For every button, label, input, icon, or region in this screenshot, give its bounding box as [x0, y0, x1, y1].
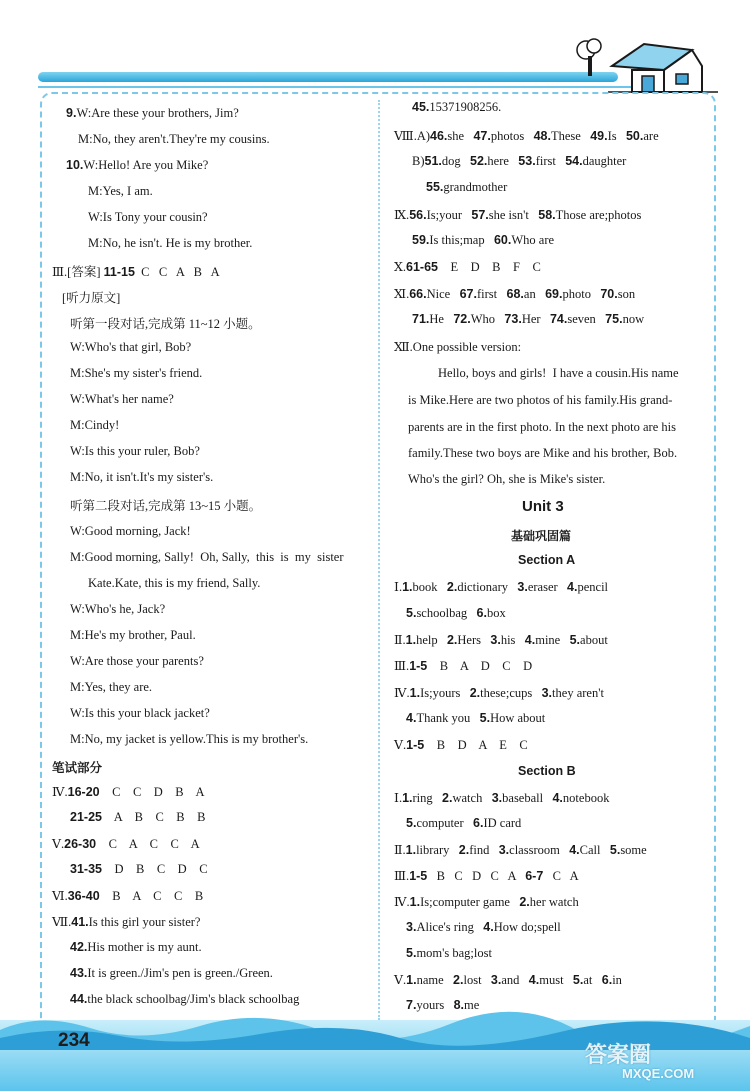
- text-segment: Ⅺ.: [394, 287, 410, 301]
- left-line: [88, 576, 260, 591]
- right-line: [394, 737, 528, 753]
- text-segment: ID card: [483, 816, 522, 830]
- left-line: [70, 966, 273, 981]
- text-segment: 1-5: [409, 659, 428, 673]
- text-segment: are: [643, 129, 659, 143]
- right-line: [522, 498, 564, 516]
- right-line: [394, 632, 608, 648]
- text-segment: Is this girl your sister?: [88, 915, 201, 929]
- text-segment: these;cups: [480, 686, 542, 700]
- text-segment: 5.: [572, 973, 584, 987]
- text-segment: pencil: [577, 580, 609, 594]
- text-segment: Ⅳ.: [52, 785, 68, 799]
- left-line: [70, 862, 208, 877]
- text-segment: Section B: [518, 764, 576, 778]
- text-segment: W:Is this your ruler, Bob?: [70, 444, 200, 458]
- left-line: [70, 602, 165, 617]
- text-segment: eraser: [527, 580, 568, 594]
- text-segment: 57.: [471, 208, 489, 222]
- text-segment: B C D C A: [427, 869, 526, 883]
- right-line: [406, 711, 545, 726]
- right-line: [412, 100, 501, 115]
- text-segment: an: [523, 287, 546, 301]
- text-segment: 1.: [405, 633, 417, 647]
- text-segment: Those are;photos: [555, 208, 642, 222]
- left-line: [88, 184, 153, 199]
- right-line: [518, 764, 576, 779]
- text-segment: help: [416, 633, 447, 647]
- text-segment: 3.: [490, 633, 501, 647]
- text-segment: 3.: [541, 686, 553, 700]
- watermark-url: MXQE.COM: [622, 1066, 695, 1081]
- text-segment: Ⅰ.: [394, 580, 403, 594]
- text-segment: mine: [535, 633, 570, 647]
- text-segment: C A C C A: [96, 837, 200, 851]
- text-segment: W:Who's he, Jack?: [70, 602, 166, 616]
- text-segment: his: [500, 633, 525, 647]
- text-segment: 68.: [506, 287, 524, 301]
- text-segment: Ⅻ.One possible version:: [394, 340, 522, 354]
- text-segment: 2.: [446, 633, 458, 647]
- left-line: [70, 524, 191, 539]
- text-segment: Ⅹ.: [394, 260, 407, 274]
- watermark-text: 答案圈: [585, 1042, 652, 1067]
- text-segment: Ⅲ.: [394, 869, 410, 883]
- text-segment: baseball: [502, 791, 553, 805]
- text-segment: 69.: [545, 287, 563, 301]
- text-segment: 42.: [70, 940, 88, 954]
- left-line: [70, 392, 174, 407]
- text-segment: 26-30: [64, 837, 97, 851]
- text-segment: 3.: [406, 920, 417, 934]
- house-illustration-icon: [572, 36, 722, 96]
- text-segment: 6-7: [525, 869, 544, 883]
- text-segment: M:No, they aren't.They're my cousins.: [78, 132, 270, 146]
- right-line: [408, 446, 677, 461]
- text-segment: 47.: [473, 129, 491, 143]
- text-segment: Kate.Kate, this is my friend, Sally.: [88, 576, 261, 590]
- text-segment: 74.: [549, 312, 568, 326]
- text-segment: M:Good morning, Sally! Oh, Sally, this is my sister: [70, 550, 344, 564]
- text-segment: Is this;map: [429, 233, 494, 247]
- text-segment: Ⅳ.: [394, 895, 410, 909]
- right-line: [438, 366, 679, 381]
- right-line: [406, 816, 521, 831]
- text-segment: M:She's my sister's friend.: [70, 366, 203, 380]
- right-line: [394, 842, 647, 858]
- left-line: [70, 418, 119, 433]
- text-segment: M:Cindy!: [70, 418, 120, 432]
- text-segment: W:Are those your parents?: [70, 654, 204, 668]
- text-segment: 4.: [406, 711, 417, 725]
- text-segment: Alice's ring: [416, 920, 484, 934]
- text-segment: she isn't: [488, 208, 539, 222]
- text-segment: they aren't: [552, 686, 604, 700]
- text-segment: C C D B A: [99, 785, 205, 799]
- text-segment: 1.: [406, 973, 417, 987]
- text-segment: son: [617, 287, 636, 301]
- right-line: [394, 894, 579, 910]
- text-segment: library: [416, 843, 459, 857]
- text-segment: Call: [579, 843, 610, 857]
- text-segment: in: [612, 973, 622, 987]
- text-segment: Ⅵ.: [52, 889, 68, 903]
- text-segment: 36-40: [67, 889, 100, 903]
- text-segment: 48.: [533, 129, 551, 143]
- text-segment: Ⅲ.[答案]: [52, 265, 104, 279]
- left-line: [70, 314, 261, 332]
- text-segment: 1.: [402, 580, 413, 594]
- right-line: [394, 685, 604, 701]
- text-segment: 2.: [453, 973, 464, 987]
- text-segment: He: [429, 312, 454, 326]
- text-segment: W:Is Tony your cousin?: [88, 210, 208, 224]
- text-segment: M:Yes, they are.: [70, 680, 153, 694]
- right-line: [394, 658, 532, 674]
- text-segment: 4.: [569, 843, 580, 857]
- text-segment: 3.: [517, 580, 528, 594]
- text-segment: E D B F C: [438, 260, 541, 274]
- text-segment: 21-25: [70, 810, 102, 824]
- header-bar: [38, 72, 618, 82]
- text-segment: W:Who's that girl, Bob?: [70, 340, 192, 354]
- text-segment: Who are: [511, 233, 555, 247]
- left-line: [88, 236, 252, 251]
- text-segment: M:Yes, I am.: [88, 184, 153, 198]
- column-divider: [378, 100, 380, 1020]
- text-segment: 基础巩固篇: [511, 529, 572, 543]
- text-segment: 55.: [426, 180, 444, 194]
- text-segment: name: [416, 973, 454, 987]
- text-segment: 45.: [412, 100, 430, 114]
- right-line: [394, 207, 641, 223]
- text-segment: 4.: [552, 791, 563, 805]
- text-segment: 75.: [605, 312, 623, 326]
- text-segment: first: [535, 154, 566, 168]
- text-segment: B A C C B: [99, 889, 204, 903]
- right-line: [408, 420, 676, 435]
- right-line: [394, 128, 659, 144]
- right-line: [408, 393, 672, 408]
- right-line: [408, 472, 605, 487]
- right-line: [412, 154, 626, 169]
- text-segment: dictionary: [457, 580, 518, 594]
- text-segment: 2.: [519, 895, 530, 909]
- text-segment: yours: [416, 998, 454, 1012]
- left-line: [66, 106, 239, 121]
- text-segment: 6.: [473, 816, 484, 830]
- text-segment: Ⅴ.: [52, 837, 65, 851]
- left-line: [70, 992, 299, 1007]
- text-segment: W:Is this your black jacket?: [70, 706, 210, 720]
- right-line: [394, 790, 609, 806]
- left-line: [70, 470, 213, 485]
- text-segment: 4.: [483, 920, 494, 934]
- text-segment: is Mike.Here are two photos of his family.His grand-: [408, 393, 673, 407]
- page-number: 234: [58, 1030, 90, 1051]
- text-segment: mom's bag;lost: [416, 946, 492, 960]
- text-segment: 5.: [569, 633, 581, 647]
- text-segment: 3.: [498, 843, 510, 857]
- text-segment: 1.: [402, 791, 413, 805]
- right-line: [394, 579, 608, 595]
- text-segment: 53.: [518, 154, 536, 168]
- left-line: [52, 262, 220, 280]
- text-segment: 73.: [504, 312, 522, 326]
- text-segment: 58.: [538, 208, 556, 222]
- text-segment: 2.: [469, 686, 481, 700]
- text-segment: 1.: [405, 843, 417, 857]
- text-segment: 1.: [409, 686, 421, 700]
- text-segment: 笔试部分: [52, 761, 103, 775]
- text-segment: 61-65: [406, 260, 439, 274]
- text-segment: 49.: [590, 129, 608, 143]
- left-line: [70, 444, 200, 459]
- right-line: [518, 553, 575, 568]
- left-line: [78, 132, 270, 147]
- text-segment: 3.: [490, 973, 502, 987]
- text-segment: How about: [490, 711, 546, 725]
- text-segment: photo: [562, 287, 601, 301]
- text-segment: Ⅱ.: [394, 633, 406, 647]
- text-segment: 56.: [409, 208, 427, 222]
- text-segment: Section A: [518, 553, 576, 567]
- text-segment: 7.: [406, 998, 417, 1012]
- left-line: [70, 810, 205, 825]
- text-segment: here: [487, 154, 519, 168]
- text-segment: 41.: [71, 915, 89, 929]
- left-line: [70, 496, 261, 514]
- text-segment: 听第二段对话,完成第 13~15 小题。: [70, 499, 262, 513]
- right-line: [394, 972, 622, 988]
- text-segment: find: [469, 843, 499, 857]
- text-segment: B D A E C: [424, 738, 528, 752]
- left-line: [70, 732, 308, 747]
- left-line: [70, 706, 210, 721]
- text-segment: Hello, boys and girls! I have a cousin.His name: [438, 366, 679, 380]
- text-segment: Is;your: [426, 208, 472, 222]
- text-segment: daughter: [582, 154, 627, 168]
- text-segment: It is green./Jim's pen is green./Green.: [87, 966, 273, 980]
- right-line: [394, 339, 521, 355]
- text-segment: Who's the girl? Oh, she is Mike's sister.: [408, 472, 606, 486]
- text-segment: M:No, my jacket is yellow.This is my brother's.: [70, 732, 309, 746]
- text-segment: first: [477, 287, 507, 301]
- text-segment: M:No, he isn't. He is my brother.: [88, 236, 253, 250]
- text-segment: 11-15: [103, 265, 135, 279]
- text-segment: These: [550, 129, 591, 143]
- text-segment: 10.: [66, 158, 84, 172]
- text-segment: Is;yours: [420, 686, 470, 700]
- text-segment: 5.: [406, 606, 417, 620]
- text-segment: seven: [567, 312, 606, 326]
- text-segment: 5.: [609, 843, 621, 857]
- text-segment: 50.: [625, 129, 644, 143]
- text-segment: 4.: [567, 580, 578, 594]
- left-line: [52, 758, 102, 776]
- text-segment: W:Hello! Are you Mike?: [83, 158, 209, 172]
- text-segment: 16-20: [67, 785, 100, 799]
- text-segment: 5.: [479, 711, 491, 725]
- text-segment: C C A B A: [134, 265, 220, 279]
- text-segment: 54.: [565, 154, 583, 168]
- text-segment: grandmother: [443, 180, 508, 194]
- text-segment: A B C B B: [101, 810, 206, 824]
- text-segment: at: [583, 973, 602, 987]
- text-segment: 3.: [491, 791, 503, 805]
- left-line: [52, 914, 200, 930]
- text-segment: His mother is my aunt.: [87, 940, 202, 954]
- text-segment: dog: [441, 154, 471, 168]
- text-segment: Ⅴ.: [394, 973, 407, 987]
- left-line: [70, 654, 204, 669]
- text-segment: now: [622, 312, 645, 326]
- text-segment: [听力原文]: [62, 291, 121, 305]
- text-segment: B): [412, 154, 425, 168]
- text-segment: D B C D C: [101, 862, 208, 876]
- text-segment: Unit 3: [522, 498, 564, 515]
- text-segment: 71.: [412, 312, 430, 326]
- text-segment: her watch: [529, 895, 579, 909]
- text-segment: Ⅸ.: [394, 208, 410, 222]
- text-segment: B A D C D: [427, 659, 533, 673]
- right-line: [394, 868, 579, 884]
- text-segment: Ⅶ.: [52, 915, 72, 929]
- text-segment: 1-5: [406, 738, 425, 752]
- text-segment: Hers: [457, 633, 491, 647]
- text-segment: box: [486, 606, 506, 620]
- text-segment: watch: [452, 791, 492, 805]
- text-segment: Ⅲ.: [394, 659, 410, 673]
- right-line: [412, 312, 644, 327]
- text-segment: 31-35: [70, 862, 102, 876]
- text-segment: 1-5: [409, 869, 428, 883]
- left-line: [70, 940, 202, 955]
- text-segment: parents are in the first photo. In the next photo are his: [408, 420, 676, 434]
- text-segment: computer: [416, 816, 474, 830]
- text-segment: some: [620, 843, 647, 857]
- left-line: [70, 680, 152, 695]
- left-line: [70, 340, 191, 355]
- text-segment: about: [580, 633, 608, 647]
- text-segment: me: [464, 998, 480, 1012]
- right-line: [406, 946, 492, 961]
- text-segment: notebook: [562, 791, 610, 805]
- text-segment: Who: [470, 312, 505, 326]
- text-segment: book: [412, 580, 447, 594]
- text-segment: 4.: [528, 973, 540, 987]
- text-segment: 60.: [493, 233, 512, 247]
- text-segment: Her: [521, 312, 550, 326]
- text-segment: 44.: [70, 992, 88, 1006]
- text-segment: 51.: [424, 154, 442, 168]
- text-segment: 43.: [70, 966, 88, 980]
- text-segment: 1.: [409, 895, 421, 909]
- text-segment: Ⅱ.: [394, 843, 406, 857]
- text-segment: 5.: [406, 816, 417, 830]
- text-segment: ring: [412, 791, 443, 805]
- text-segment: family.These two boys are Mike and his brother, Bob.: [408, 446, 678, 460]
- left-line: [70, 550, 344, 565]
- text-segment: and: [501, 973, 529, 987]
- right-line: [406, 920, 561, 935]
- text-segment: the black schoolbag/Jim's black schoolbag: [87, 992, 300, 1006]
- text-segment: she: [447, 129, 474, 143]
- text-segment: 46.: [430, 129, 448, 143]
- text-segment: Ⅳ.: [394, 686, 410, 700]
- text-segment: 70.: [600, 287, 618, 301]
- left-line: [66, 158, 208, 173]
- text-segment: Thank you: [416, 711, 480, 725]
- text-segment: W:What's her name?: [70, 392, 174, 406]
- right-line: [406, 606, 506, 621]
- text-segment: W:Good morning, Jack!: [70, 524, 191, 538]
- text-segment: 听第一段对话,完成第 11~12 小题。: [70, 317, 261, 331]
- text-segment: Nice: [426, 287, 460, 301]
- text-segment: 2.: [442, 791, 453, 805]
- left-line: [62, 288, 120, 306]
- left-line: [52, 888, 203, 904]
- left-line: [70, 366, 202, 381]
- right-line: [511, 527, 571, 544]
- text-segment: 5.: [406, 946, 417, 960]
- right-line: [394, 286, 635, 302]
- text-segment: 6.: [476, 606, 487, 620]
- left-line: [52, 836, 200, 852]
- text-segment: M:He's my brother, Paul.: [70, 628, 196, 642]
- text-segment: W:Are these your brothers, Jim?: [76, 106, 239, 120]
- text-segment: Is: [607, 129, 626, 143]
- text-segment: 2.: [458, 843, 470, 857]
- text-segment: lost: [463, 973, 491, 987]
- text-segment: photos: [490, 129, 534, 143]
- text-segment: 67.: [459, 287, 477, 301]
- left-line: [88, 210, 208, 225]
- left-line: [52, 784, 205, 800]
- text-segment: How do;spell: [493, 920, 561, 934]
- right-line: [426, 180, 507, 195]
- text-segment: 66.: [409, 287, 427, 301]
- text-segment: Is;computer game: [420, 895, 520, 909]
- right-line: [394, 259, 541, 275]
- text-segment: 15371908256.: [429, 100, 502, 114]
- text-segment: Ⅰ.: [394, 791, 403, 805]
- text-segment: 9.: [66, 106, 77, 120]
- text-segment: 52.: [470, 154, 488, 168]
- text-segment: C A: [543, 869, 579, 883]
- text-segment: Ⅷ.A): [394, 129, 431, 143]
- text-segment: Ⅴ.: [394, 738, 407, 752]
- text-segment: 59.: [412, 233, 430, 247]
- right-line: [412, 233, 554, 248]
- text-segment: schoolbag: [416, 606, 477, 620]
- text-segment: 4.: [524, 633, 536, 647]
- text-segment: must: [539, 973, 573, 987]
- text-segment: 6.: [601, 973, 613, 987]
- text-segment: classroom: [509, 843, 570, 857]
- text-segment: M:No, it isn't.It's my sister's.: [70, 470, 214, 484]
- text-segment: 2.: [446, 580, 458, 594]
- left-line: [70, 628, 196, 643]
- text-segment: 8.: [453, 998, 465, 1012]
- text-segment: 72.: [453, 312, 471, 326]
